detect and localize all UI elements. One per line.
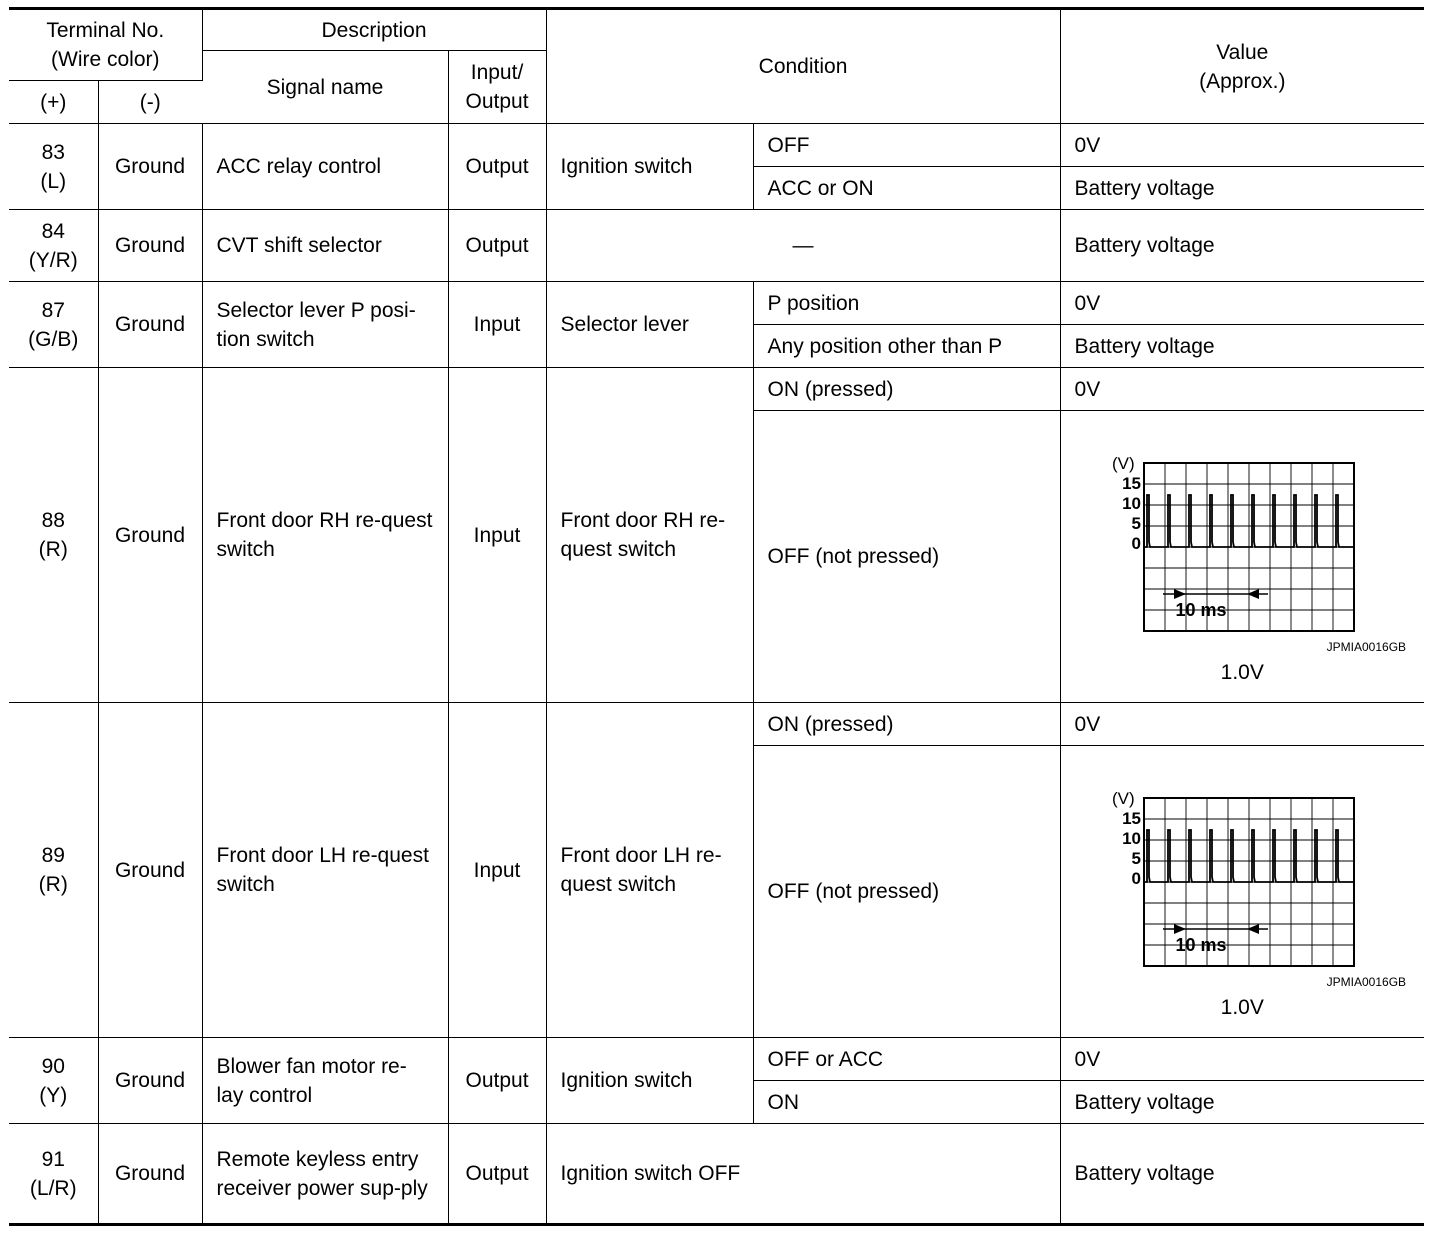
terminal-number: 84	[41, 219, 65, 243]
io-cell: Input	[448, 368, 546, 703]
tick-label: 0	[1131, 534, 1142, 553]
waveform-unit: (V)	[1112, 791, 1135, 808]
terminal-cell	[9, 282, 98, 368]
value-cell: Battery voltage	[1060, 167, 1424, 210]
io-cell: Input	[448, 703, 546, 1038]
terminal-number: 83	[41, 140, 65, 164]
io-cell: Output	[448, 1124, 546, 1225]
description-header: Description	[202, 9, 546, 51]
io-cell: Output	[448, 1038, 546, 1124]
signal-cell: Remote keyless entry receiver power sup-ply	[202, 1124, 448, 1225]
wire-color: (G/B)	[28, 327, 79, 351]
state-cell: OFF	[753, 124, 1060, 167]
terminal-number: 90	[41, 1054, 65, 1078]
value-cell: Battery voltage	[1060, 325, 1424, 368]
terminal-cell	[9, 703, 98, 1038]
ground-cell: Ground	[98, 1038, 202, 1124]
time-scale-marker	[1163, 924, 1268, 934]
condition-cell: Ignition switch	[546, 124, 753, 210]
terminal-cell	[9, 1124, 98, 1225]
waveform-ticks	[1122, 809, 1141, 888]
tick-label: 0	[1131, 869, 1142, 888]
condition-cell: Selector lever	[546, 282, 753, 368]
time-scale-label: 10 ms	[1175, 935, 1227, 955]
ground-cell: Ground	[98, 282, 202, 368]
tick-label: 10	[1122, 829, 1142, 848]
value-header	[1060, 9, 1424, 124]
table-row	[9, 703, 1424, 746]
table-row	[9, 282, 1424, 325]
value-cell: Battery voltage	[1060, 210, 1424, 282]
condition-header: Condition	[546, 9, 1060, 124]
table-row	[9, 368, 1424, 411]
time-scale-label: 10 ms	[1175, 600, 1227, 620]
signal-cell: Blower fan motor re-lay control	[202, 1038, 448, 1124]
wire-color: (R)	[38, 538, 68, 561]
approx-label: (Approx.)	[1199, 69, 1286, 93]
arrow-head	[1174, 589, 1186, 599]
state-cell: Any position other than P	[753, 325, 1060, 368]
terminal-cell	[9, 124, 98, 210]
pulse-waveform	[1107, 791, 1377, 971]
minus-header: (-)	[98, 81, 202, 124]
terminal-cell	[9, 210, 98, 282]
tick-label: 15	[1122, 809, 1142, 828]
state-cell: OFF (not pressed)	[753, 411, 1060, 703]
tick-label: 5	[1131, 514, 1142, 533]
wire-color: (Y/R)	[28, 248, 78, 272]
waveform-cell	[1060, 411, 1424, 703]
arrow-head	[1174, 924, 1186, 934]
state-cell: ON (pressed)	[753, 368, 1060, 411]
io-label-2: Output	[465, 90, 529, 113]
state-cell: ACC or ON	[753, 167, 1060, 210]
terminal-number: 91	[41, 1147, 65, 1171]
state-cell: P position	[753, 282, 1060, 325]
tick-label: 15	[1122, 474, 1142, 493]
value-label: Value	[1216, 40, 1269, 64]
table-row	[9, 1124, 1424, 1225]
wire-color-label: (Wire color)	[51, 48, 160, 71]
waveform-unit: (V)	[1112, 456, 1135, 473]
condition-cell: Front door LH re-quest switch	[546, 703, 753, 1038]
condition-cell: Ignition switch OFF	[546, 1124, 1060, 1225]
condition-cell: Ignition switch	[546, 1038, 753, 1124]
value-cell: 0V	[1060, 1038, 1424, 1081]
terminal-no-label: Terminal No.	[46, 19, 165, 42]
signal-cell: ACC relay control	[202, 124, 448, 210]
signal-cell: CVT shift selector	[202, 210, 448, 282]
state-cell: OFF (not pressed)	[753, 746, 1060, 1038]
value-cell: 0V	[1060, 703, 1424, 746]
time-scale-marker	[1163, 589, 1268, 599]
wire-color: (L)	[40, 169, 67, 193]
value-cell: Battery voltage	[1060, 1081, 1424, 1124]
io-cell: Output	[448, 210, 546, 282]
pulse-waveform	[1107, 456, 1377, 636]
condition-cell: —	[546, 210, 1060, 282]
ground-cell: Ground	[98, 210, 202, 282]
ground-cell: Ground	[98, 368, 202, 703]
wire-color: (R)	[38, 873, 68, 896]
terminal-number: 88	[41, 509, 65, 532]
ground-cell: Ground	[98, 703, 202, 1038]
table-row	[9, 124, 1424, 167]
value-cell: 0V	[1060, 124, 1424, 167]
wire-color: (L/R)	[29, 1176, 77, 1200]
value-cell: 0V	[1060, 368, 1424, 411]
plus-header: (+)	[9, 81, 98, 124]
state-cell: ON	[753, 1081, 1060, 1124]
signal-cell: Front door RH re-quest switch	[202, 368, 448, 703]
io-cell: Output	[448, 124, 546, 210]
io-label-1: Input/	[470, 61, 524, 84]
figure-code: JPMIA0016GB	[1326, 640, 1407, 654]
table-row	[9, 1038, 1424, 1081]
table-row	[9, 210, 1424, 282]
io-cell: Input	[448, 282, 546, 368]
value-cell: 1.0V	[1220, 661, 1264, 684]
state-cell: ON (pressed)	[753, 703, 1060, 746]
figure-code: JPMIA0016GB	[1326, 975, 1407, 989]
io-header	[448, 51, 546, 124]
terminal-cell	[9, 1038, 98, 1124]
ground-cell: Ground	[98, 1124, 202, 1225]
value-cell: Battery voltage	[1060, 1124, 1424, 1225]
terminal-no-header	[9, 9, 202, 81]
value-cell: 0V	[1060, 282, 1424, 325]
waveform-cell	[1060, 746, 1424, 1038]
tick-label: 10	[1122, 494, 1142, 513]
wire-color: (Y)	[39, 1083, 68, 1107]
signal-name-header: Signal name	[202, 51, 448, 124]
tick-label: 5	[1131, 849, 1142, 868]
ground-cell: Ground	[98, 124, 202, 210]
terminal-cell	[9, 368, 98, 703]
signal-cell: Selector lever P posi-tion switch	[202, 282, 448, 368]
state-cell: OFF or ACC	[753, 1038, 1060, 1081]
value-cell: 1.0V	[1220, 996, 1264, 1019]
signal-cell: Front door LH re-quest switch	[202, 703, 448, 1038]
terminal-table	[9, 7, 1424, 1226]
condition-cell: Front door RH re-quest switch	[546, 368, 753, 703]
terminal-number: 89	[41, 844, 65, 867]
terminal-number: 87	[41, 298, 65, 322]
waveform-ticks	[1122, 474, 1141, 553]
